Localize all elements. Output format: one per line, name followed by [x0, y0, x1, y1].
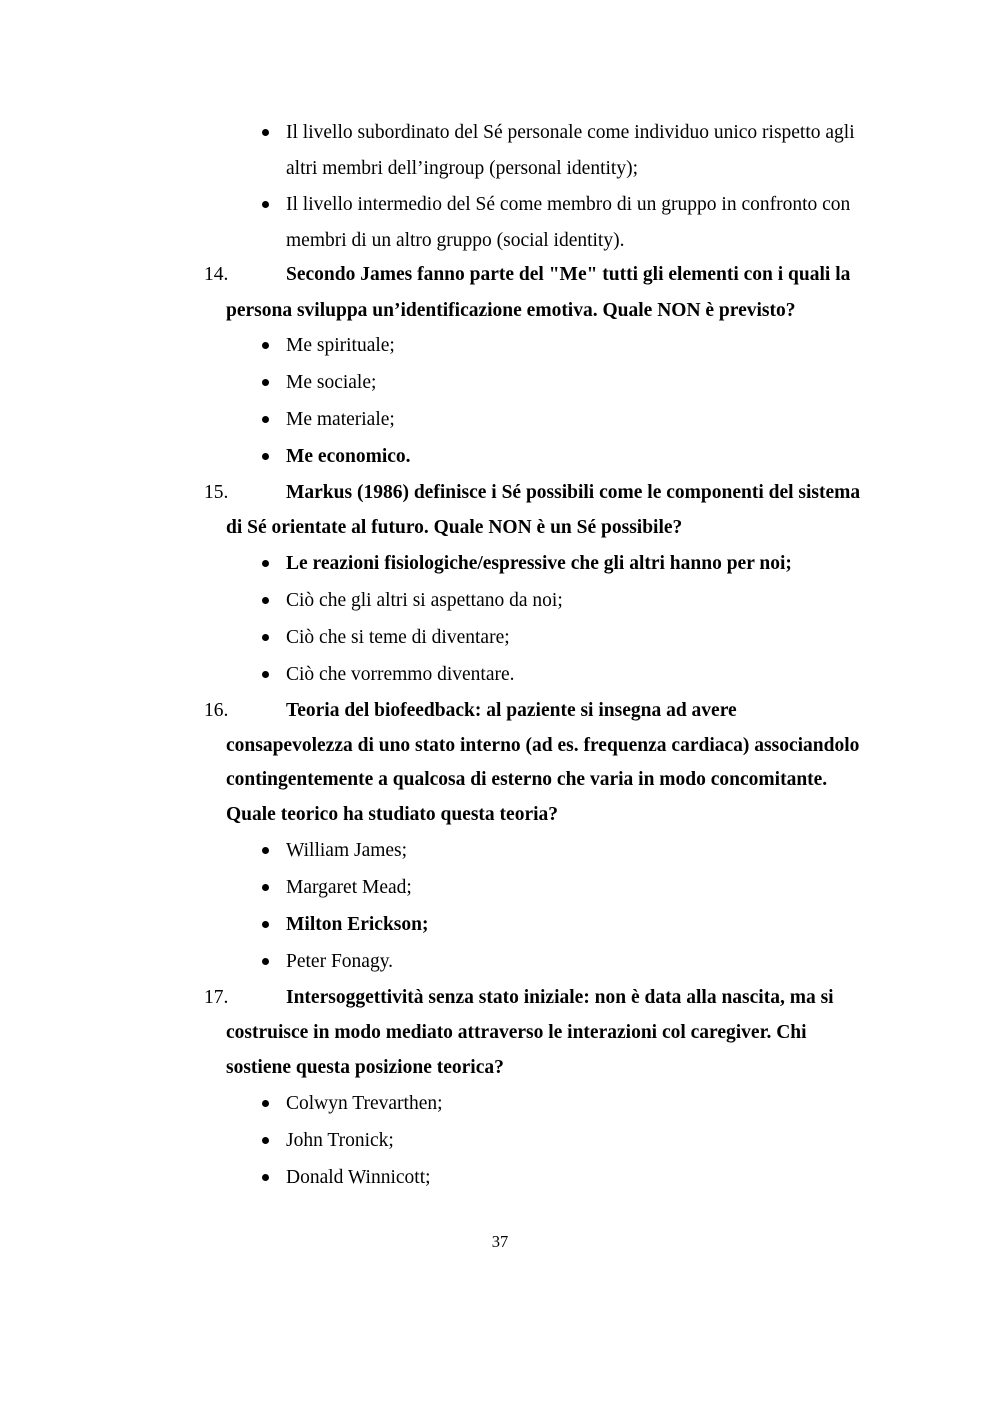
bullet-icon — [262, 884, 269, 891]
answer-option-correct: Me economico. — [286, 446, 411, 467]
answer-option-correct: Le reazioni fisiologiche/espressive che gli altri hanno per noi; — [286, 553, 792, 574]
question-text-line: costruisce in modo mediato attraverso le interazioni col caregiver. Chi — [226, 1022, 807, 1043]
answer-option: Margaret Mead; — [286, 877, 412, 898]
question-text-line: consapevolezza di uno stato interno (ad es. frequenza cardiaca) associandolo — [226, 735, 860, 756]
bullet-icon — [262, 201, 269, 208]
answer-option-correct: Milton Erickson; — [286, 914, 429, 935]
question-text-line: contingentemente a qualcosa di esterno che varia in modo concomitante. — [226, 769, 828, 790]
question-number: 15. — [204, 482, 229, 503]
answer-option: Colwyn Trevarthen; — [286, 1093, 443, 1114]
bullet-icon — [262, 597, 269, 604]
list-item-line: membri di un altro gruppo (social identity). — [286, 230, 625, 251]
bullet-icon — [262, 1137, 269, 1144]
bullet-icon — [262, 416, 269, 423]
bullet-icon — [262, 1174, 269, 1181]
answer-option: Peter Fonagy. — [286, 951, 394, 972]
bullet-icon — [262, 379, 269, 386]
question-text-line: Markus (1986) definisce i Sé possibili come le componenti del sistema — [286, 482, 861, 503]
answer-option: Me spirituale; — [286, 335, 395, 356]
bullet-icon — [262, 671, 269, 678]
answer-option: Ciò che vorremmo diventare. — [286, 664, 515, 685]
bullet-icon — [262, 958, 269, 965]
question-number: 14. — [204, 264, 229, 285]
bullet-icon — [262, 129, 269, 136]
bullet-icon — [262, 847, 269, 854]
answer-option: Me sociale; — [286, 372, 377, 393]
list-item-line: Il livello intermedio del Sé come membro di un gruppo in confronto con — [286, 194, 851, 215]
bullet-icon — [262, 1100, 269, 1107]
answer-option: Ciò che gli altri si aspettano da noi; — [286, 590, 563, 611]
bullet-icon — [262, 921, 269, 928]
question-text-line: persona sviluppa un’identificazione emotiva. Quale NON è previsto? — [226, 300, 796, 321]
question-text-line: Secondo James fanno parte del "Me" tutti gli elementi con i quali la — [286, 264, 851, 285]
bullet-icon — [262, 634, 269, 641]
list-item-line: Il livello subordinato del Sé personale come individuo unico rispetto agli — [286, 122, 855, 143]
answer-option: Donald Winnicott; — [286, 1167, 431, 1188]
answer-option: William James; — [286, 840, 408, 861]
question-text-line: Intersoggettività senza stato iniziale: non è data alla nascita, ma si — [286, 987, 834, 1008]
answer-option: Ciò che si teme di diventare; — [286, 627, 510, 648]
answer-option: John Tronick; — [286, 1130, 394, 1151]
question-text-line: sostiene questa posizione teorica? — [226, 1057, 504, 1078]
bullet-icon — [262, 342, 269, 349]
question-text-line: Quale teorico ha studiato questa teoria? — [226, 804, 559, 825]
list-item-line: altri membri dell’ingroup (personal identity); — [286, 158, 638, 179]
question-number: 16. — [204, 700, 229, 721]
question-text-line: di Sé orientate al futuro. Quale NON è un Sé possibile? — [226, 517, 683, 538]
bullet-icon — [262, 453, 269, 460]
question-number: 17. — [204, 987, 229, 1008]
bullet-icon — [262, 560, 269, 567]
question-text-line: Teoria del biofeedback: al paziente si insegna ad avere — [286, 700, 737, 721]
page-number: 37 — [491, 1232, 509, 1251]
answer-option: Me materiale; — [286, 409, 395, 430]
